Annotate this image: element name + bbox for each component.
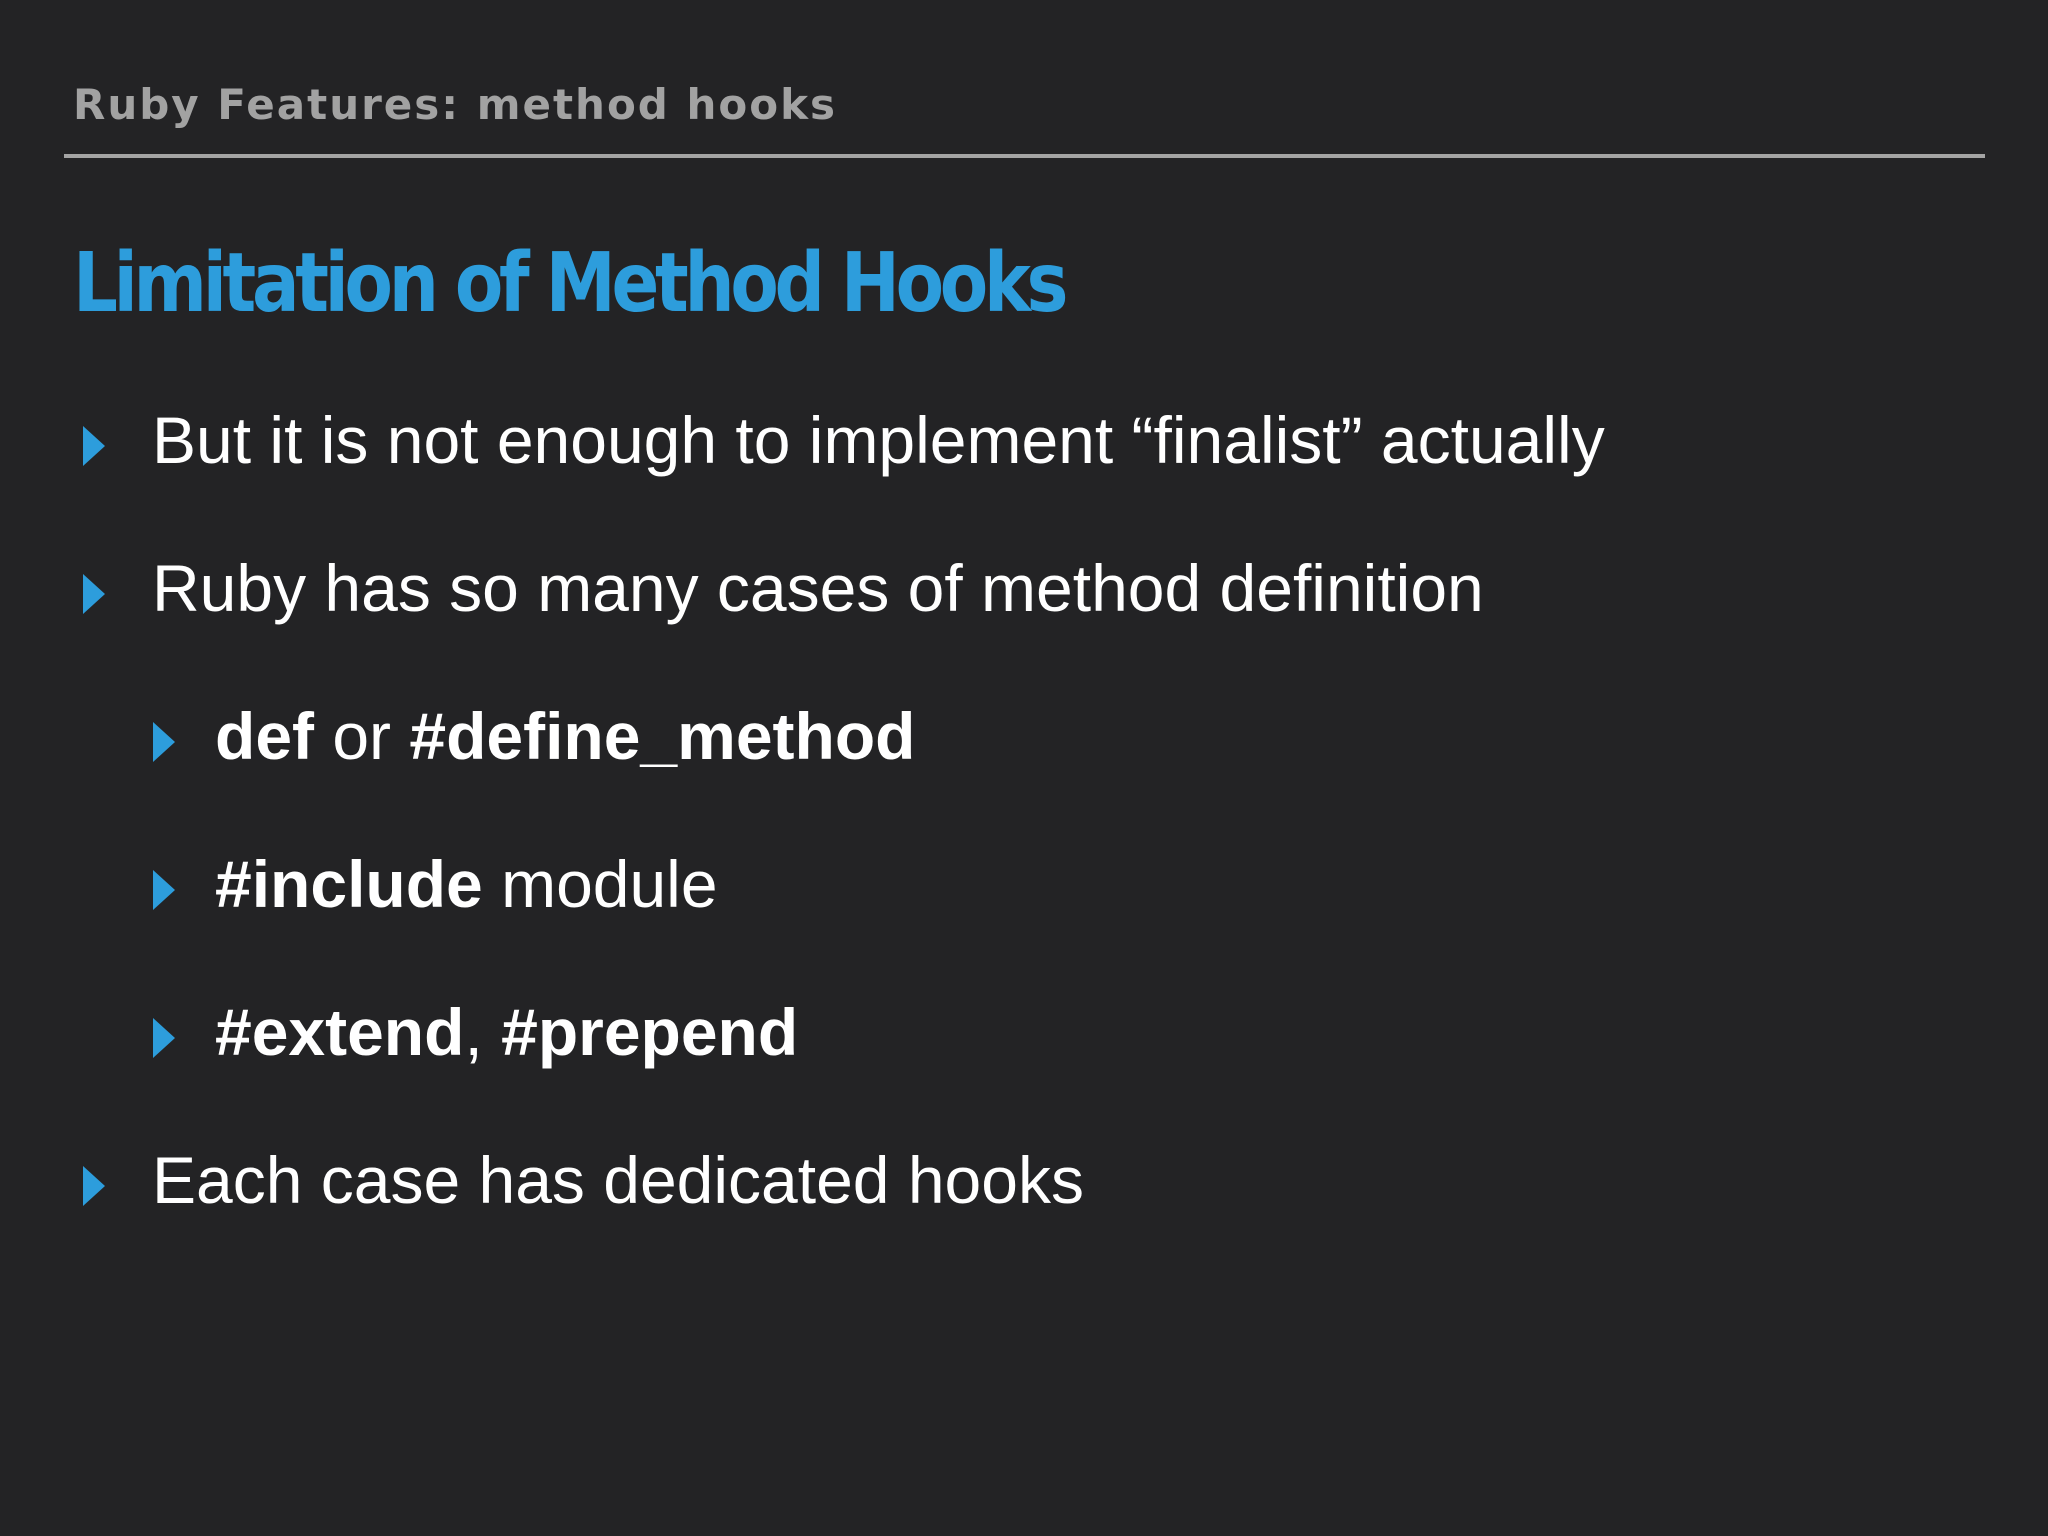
bullet-triangle-icon	[153, 870, 175, 910]
bullet-triangle-icon	[83, 426, 105, 466]
bullet-item	[83, 543, 1484, 633]
keyword-extend: #extend	[215, 995, 465, 1069]
bullet-triangle-icon	[83, 1166, 105, 1206]
keyword-define-method: #define_method	[409, 699, 916, 773]
slide-title: Limitation of Method Hooks	[73, 236, 1065, 331]
keyword-prepend: #prepend	[501, 995, 799, 1069]
keyword-def: def	[215, 699, 314, 773]
connector-text: or	[314, 699, 410, 773]
connector-text: module	[482, 847, 718, 921]
bullet-text	[215, 698, 915, 774]
bullet-text: Each case has dedicated hooks	[152, 1143, 1084, 1217]
bullet-text	[215, 846, 718, 922]
sub-bullet-item	[153, 839, 718, 929]
section-header: Ruby Features: method hooks	[73, 80, 838, 129]
bullet-triangle-icon	[153, 1018, 175, 1058]
bullet-text	[215, 994, 798, 1070]
bullet-item	[83, 1135, 1084, 1225]
keyword-include: #include	[215, 847, 483, 921]
sub-bullet-item	[153, 987, 798, 1077]
bullet-triangle-icon	[83, 574, 105, 614]
sub-bullet-item	[153, 691, 915, 781]
bullet-triangle-icon	[153, 722, 175, 762]
bullet-text: Ruby has so many cases of method definition	[152, 551, 1484, 625]
bullet-item	[83, 395, 1605, 485]
bullet-text: But it is not enough to implement “finalist” actually	[152, 403, 1605, 477]
connector-text: ,	[464, 995, 502, 1069]
header-divider	[64, 154, 1985, 158]
